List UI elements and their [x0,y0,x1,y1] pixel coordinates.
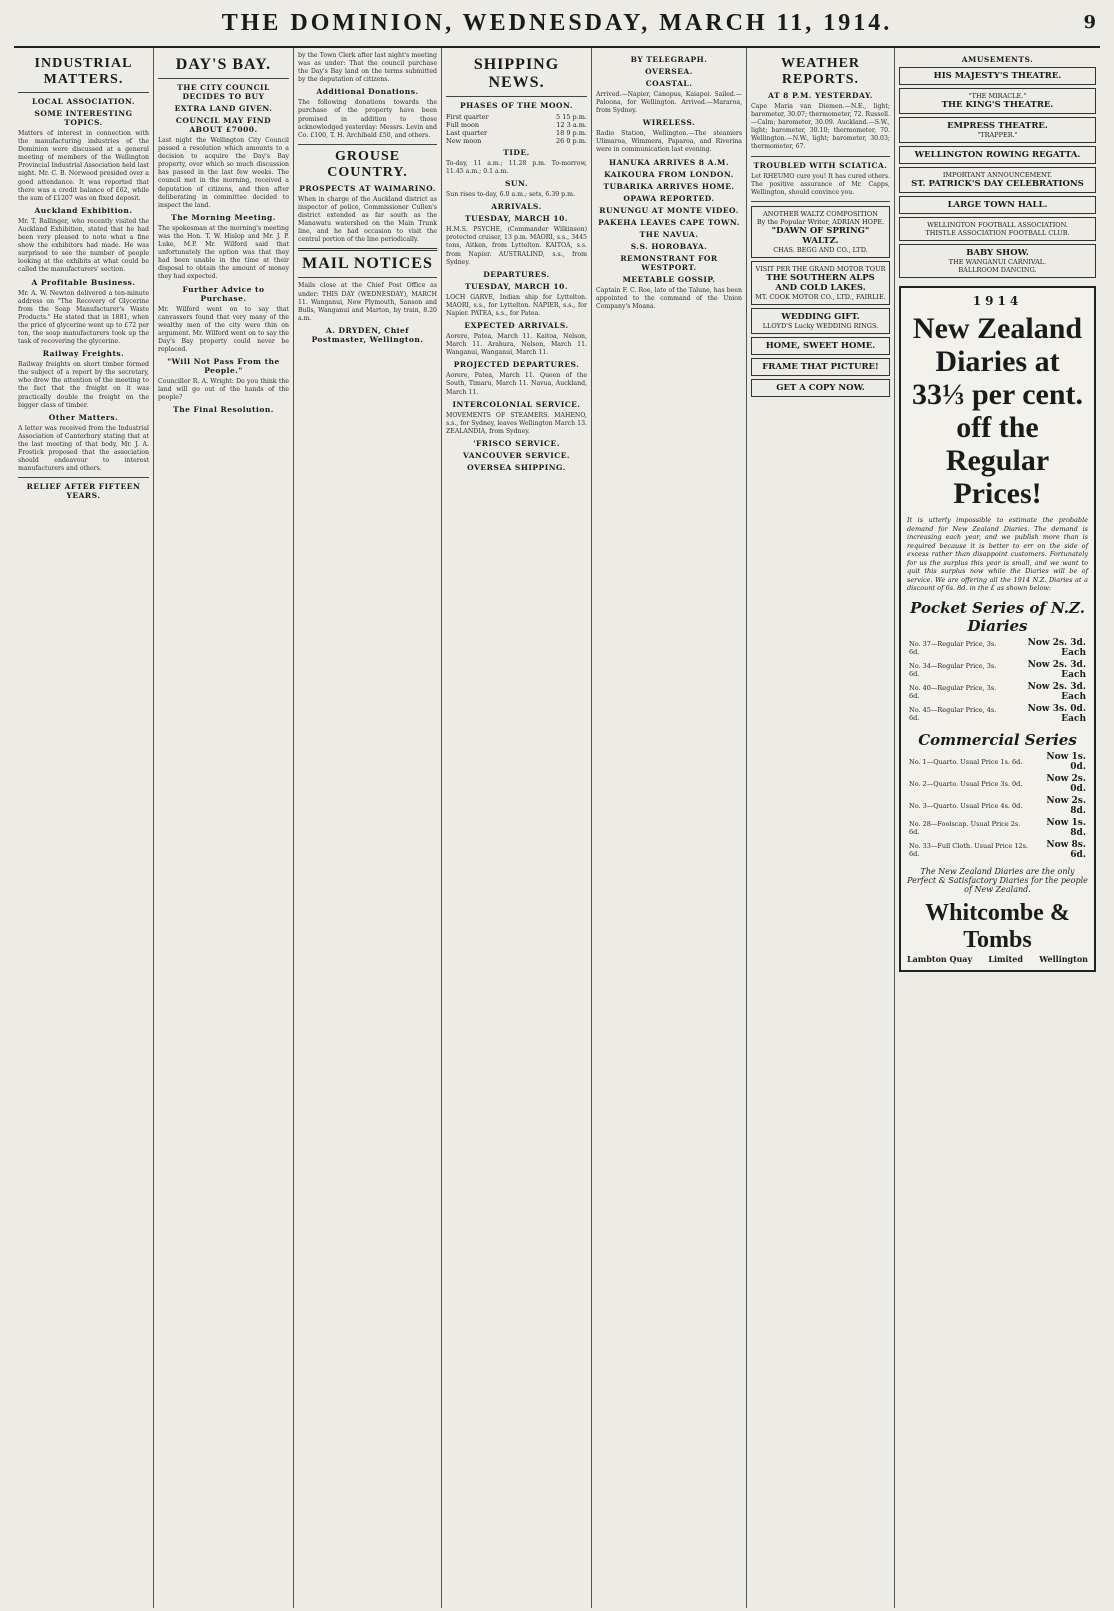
days-bay-body-3: Mr. Wilford went on to say that canvassers found that very many of the wealthy men of the city were thin on argument. Mr. Wilford went on to say the Day's Bay property could never be replaced. [158,305,289,353]
frame-ad [751,358,890,376]
industrial-body-4: Railway freights on short timber formed the subject of a report by the secretary, who drew the attention of the meeting to the fact that the freight on it was practically double the freight on the bigger class of timber. [18,361,149,409]
lloyd-rings: LLOYD'S Lucky WEDDING RINGS. [762,321,879,330]
commercial-series-table [907,751,1088,861]
thistle-title: THISTLE ASSOCIATION FOOTBALL CLUB. [925,229,1070,237]
empress-title: EMPRESS THEATRE. [947,121,1048,131]
oversea-subheading: OVERSEA. [645,67,693,76]
arrivals-date: TUESDAY, MARCH 10. [465,214,568,224]
baby-title: BABY SHOW. [966,248,1029,258]
baby-ad [899,244,1096,278]
phases-heading: PHASES OF THE MOON. [459,101,574,110]
column-amusements [895,48,1100,1608]
phase-row: Last quarter 18 9 p.m. [446,129,587,137]
wireless-heading: WIRELESS. [642,118,696,128]
table-row: No. 37—Regular Price, 3s. 6d. Now 2s. 3d. Each [909,637,1086,658]
industrial-heading: INDUSTRIAL MATTERS. [34,56,133,87]
tide-body: To-day, 11 a.m.; 11.28 p.m. To-morrow, 11.45 a.m.; 0.1 a.m. [446,160,587,176]
pocket-series-title: Pocket Series of N.Z. Diaries [910,598,1085,635]
table-row: No. 28—Foolscap. Usual Price 2s. 6d. Now 1s. 8d. [909,817,1086,838]
days-bay-subheading-3: COUNCIL MAY FIND ABOUT £7000. [175,116,272,134]
sun-body: Sun rises to-day, 6.0 a.m.; sets, 6.39 p.m. [446,191,575,199]
columns [14,48,1100,1608]
amusements-heading: AMUSEMENTS. [961,55,1034,64]
majesty-title: HIS MAJESTY'S THEATRE. [933,71,1062,81]
days-bay-section-2: The Morning Meeting. [171,212,276,222]
industrial-body-1: Matters of interest in connection with the manufacturing industries of the Dominion were discussed at a general meeting of members of the Wellington Provincial Industrial Association held last night. Mr. C. B. Norwood presided over a good attendance. It was reported that there was a credit balance of £62, while the sum of £1207 was on fixed deposit. [18,130,149,202]
expected-heading: EXPECTED ARRIVALS. [464,321,569,331]
phase-row: First quarter 5 15 p.m. [446,113,587,121]
phases-table [446,113,587,145]
column-council-mail [294,48,442,1608]
donations-heading: Additional Donations. [316,87,419,97]
kings-ad [899,88,1096,114]
football-ad [899,217,1096,241]
phase-row: Full moon 12 3 a.m. [446,121,587,129]
industrial-subheading: LOCAL ASSOCIATION. [32,97,135,106]
waltz-publisher: CHAS. BEGG AND CO., LTD. [773,245,868,254]
table-row: No. 3—Quarto. Usual Price 4s. 0d. Now 2s. 8d. [909,795,1086,816]
grouse-heading: GROUSE COUNTRY. [327,148,408,180]
coastal-heading: COASTAL. [645,79,693,88]
shipping-note: REMONSTRANT FOR WESTPORT. [620,253,718,272]
weather-subheading: AT 8 P.M. YESTERDAY. [768,91,873,100]
arrivals-heading: ARRIVALS. [491,202,542,212]
projected-body: Aorere, Patea, March 11. Queen of the South, Timaru, March 11. Navua, Auckland, March 11. [446,372,587,396]
weather-body: Cape Maria van Diemen.—N.E., light; barometer, 30.07; thermometer, 72. Russell.—Calm; barometer, 30.09. Auckland.—S.W., light; barometer, 30.10; thermometer, 70. Wellington.—N.W., light; barometer, 30.03; thermometer, 67. [751,103,890,151]
shipping-note: MEETABLE GOSSIP. [622,274,716,284]
table-row: No. 34—Regular Price, 3s. 6d. Now 2s. 3d. Each [909,659,1086,680]
mail-notices-heading: MAIL NOTICES [302,255,433,273]
majesty-ad [899,67,1096,85]
stpat-title: ST. PATRICK'S DAY CELEBRATIONS [911,179,1084,189]
empress-ad [899,117,1096,143]
brand-address [907,954,1088,964]
industrial-subheading-2: SOME INTERESTING TOPICS. [34,109,133,127]
days-bay-subheading-2: EXTRA LAND GIVEN. [174,104,273,113]
masthead-title: THE DOMINION, WEDNESDAY, MARCH 11, 1914. [221,9,893,36]
miracle-title: "THE MIRACLE." [968,92,1027,100]
page-number: 9 [1083,12,1096,33]
masthead [14,0,1100,48]
waltz-author: By the Popular Writer, ADRIAN HOPE. [756,217,885,226]
waltz-ad [751,206,890,258]
table-row: No. 2—Quarto. Usual Price 3s. 0d. Now 2s. 0d. [909,773,1086,794]
phase-row: New moon 26 0 p.m. [446,137,587,145]
council-body-0: by the Town Clerk after last night's meeting was as under: That the council purchase the Day's Bay land on the terms submitted by the deputation of citizens. [298,52,437,84]
column-weather-ads [747,48,895,1608]
industrial-body-3: Mr. A. W. Newton delivered a ten-minute address on "The Recovery of Glycerine from the Soap Manufacturer's Waste Products." He stated that in 1881, when the price of glycerine went up to £72 per ton, the soap manufacturers took up the task of recovering the glycerine. [18,289,149,346]
coastal-body: Arrived.—Napier, Canopus, Kaiapoi. Sailed.—Paloona, for Wellington. Arrived.—Mararoa, from Sydney. [596,91,742,115]
sun-heading: SUN. [505,179,528,189]
brand-street: Lambton Quay [907,953,973,964]
industrial-section-4: Railway Freights. [42,349,125,359]
table-row: No. 40—Regular Price, 3s. 6d. Now 2s. 3d. Each [909,681,1086,702]
telegraph-body: Captain F. C. Roe, late of the Talune, has been appointed to the command of the Union Company's Moana. [596,286,742,310]
diaries-body: It is utterly impossible to estimate the probable demand for New Zealand Diaries. The demand is increasing each year, and we publish more than is required because it is better to err on the side of excess rather than disappoint customers. Fortunately for us the surplus this year is small, and we want to quit this surplus now while the Diaries will be of service. We are offering all the 1914 N.Z. Diaries at a discount of 6s. 8d. in the £ as shown below: [907,516,1088,592]
arrivals-body: H.M.S. PSYCHE, (Commander Wilkinson) protected cruiser, 13 p.m. MAORI, s.s., 3445 tons, Aitken, from Lyttelton. KAITOA, s.s. from Napier. AUSTRALIND, s.s., from Sydney. [446,226,587,266]
important-title: IMPORTANT ANNOUNCEMENT. [942,171,1053,179]
frame-picture: FRAME THAT PICTURE! [762,361,879,372]
copy-ad [751,379,890,397]
wedding-gift: WEDDING GIFT. [781,311,860,322]
oversea-heading: OVERSEA SHIPPING. [467,462,566,472]
home-sweet-home: HOME, SWEET HOME. [765,340,876,351]
rowing-title: WELLINGTON ROWING REGATTA. [914,150,1081,160]
departures-body: LOCH GARVE, Indian ship for Lyttelton. MAORI, s.s., for Lyttelton. NAPIER, s.s., for Napier. PATEA, s.s., for Patea. [446,293,587,317]
sciatica-body: Let RHEUMO cure you! It has cured others. The positive assurance of Mr. Capps, Wellington, should convince you. [751,172,890,196]
visit-text: VISIT PER THE GRAND MOTOR TOUR [755,264,886,273]
get-copy: GET A COPY NOW. [776,382,865,393]
table-row: No. 45—Regular Price, 4s. 6d. Now 3s. 0d. Each [909,703,1086,724]
cook-motor-text: MT. COOK MOTOR CO., LTD., FAIRLIE. [755,292,886,301]
industrial-section-2: Auckland Exhibition. [34,205,133,215]
diaries-footer: The New Zealand Diaries are the only Perfect & Satisfactory Diaries for the people of New Zealand. [907,866,1088,894]
departures-heading: DEPARTURES. [483,269,550,279]
column-telegraph [592,48,747,1608]
industrial-body-2: Mr. T. Ballinger, who recently visited the Auckland Exhibition, stated that he had been very pleased to note what a fine show the exhibitors had made. He was surprised to see the number of people looking at the exhibits at what could be called the manufacturers' section. [18,217,149,274]
shipping-note: HANUKA ARRIVES 8 A.M. [609,157,729,167]
shipping-note: KAIKOURA FROM LONDON. [604,169,734,179]
shipping-heading: SHIPPING NEWS. [473,56,560,91]
mail-notices-body: Mails close at the Chief Post Office as under: THIS DAY (WEDNESDAY), MARCH 11. Wanganui, New Plymouth, Sanson and Bulls, Wanganui and Marton, by train, 8.20 a.m. [298,282,437,322]
carnival-title: THE WANGANUI CARNIVAL. [948,258,1047,266]
motor-tour-ad [751,261,890,305]
shipping-note: OPAWA REPORTED. [623,193,715,203]
table-row: No. 33—Full Cloth. Usual Price 12s. 6d. Now 8s. 6d. [909,839,1086,860]
diaries-advertisement [899,286,1096,972]
column-industrial [14,48,154,1608]
expected-body: Aorere, Patea, March 11. Kaitoa, Nelson, March 11. Arahura, Nelson, March 11. Wanganui, Wanganui, March 11. [446,333,587,357]
shipping-note: PAKEHA LEAVES CAPE TOWN. [598,217,740,227]
table-row: No. 1—Quarto. Usual Price 1s. 6d. Now 1s. 0d. [909,751,1086,772]
whitcombe-brand: Whitcombe & Tombs [925,899,1070,953]
relief-heading: RELIEF AFTER FIFTEEN YEARS. [26,482,141,501]
days-bay-section-3: Further Advice to Purchase. [182,284,265,303]
days-bay-subheading: THE CITY COUNCIL DECIDES TO BUY [177,83,270,101]
days-bay-heading: DAY'S BAY. [175,56,272,73]
ballroom-title: BALLROOM DANCING. [958,266,1037,274]
waltz-title: ANOTHER WALTZ COMPOSITION [763,209,878,218]
frisco-heading: 'FRISCO SERVICE. [473,438,560,448]
days-bay-section-5: The Final Resolution. [173,405,274,415]
grouse-subheading: PROSPECTS AT WAIMARINO. [299,183,436,193]
column-days-bay [154,48,294,1608]
days-bay-body-1: Last night the Wellington City Council passed a resolution which amounts to a decision to acquire the Day's Bay property, over which so much discussion has passed in the last few weeks. The council met in the morning, received a deputation of citizens, and then after deliberating in committee decided to inspect the land. [158,137,289,209]
wireless-body: Radio Station, Wellington.—The steamers Ulimaroa, Wimmera, Paparoa, and Riverina were in communication last evening. [596,130,742,154]
donations-body: The following donations towards the purchase of the property have been promised in addition to those acknowledged yesterday: Messrs. Levin and Co. £100, T. H. Archibald £50, and others. [298,99,437,139]
shipping-note: RUNUNGU AT MONTE VIDEO. [599,205,739,215]
intercolonial-heading: INTERCOLONIAL SERVICE. [452,399,581,409]
industrial-section-3: A Profitable Business. [31,277,136,287]
column-shipping [442,48,592,1608]
alps-text: THE SOUTHERN ALPS AND COLD LAKES. [766,272,875,293]
days-bay-section-4: "Will Not Pass From the People." [167,357,280,376]
football-title: WELLINGTON FOOTBALL ASSOCIATION. [927,221,1068,229]
home-ad [751,337,890,355]
brand-limited: Limited [988,953,1023,964]
telegraph-heading: BY TELEGRAPH. [630,55,708,64]
industrial-section-5: Other Matters. [48,412,119,422]
vancouver-heading: VANCOUVER SERVICE. [462,450,571,460]
waltz-name: "DAWN OF SPRING" WALTZ. [771,225,870,246]
wedding-ad [751,308,890,334]
industrial-body-5: A letter was received from the Industrial Association of Canterbury stating that at the last meeting of that body, Mr. J. A. Frostick proposed that the association should endeavour to interest manufacturers and others. [18,424,149,473]
rowing-ad [899,146,1096,164]
departures-date: TUESDAY, MARCH 10. [465,281,568,291]
townhall-title: LARGE TOWN HALL. [947,200,1048,210]
diaries-year: 1914 [972,294,1023,308]
trapper-title: "TRAPPER." [977,131,1018,139]
pocket-series-table [907,637,1088,725]
projected-heading: PROJECTED DEPARTURES. [453,360,580,370]
important-ad [899,167,1096,193]
days-bay-body-4: Councillor R. A. Wright: Do you think the land will go out of the hands of the people? [158,378,289,402]
postmaster-sign: A. DRYDEN, Chief Postmaster, Wellington. [311,325,424,344]
shipping-note: TUBARIKA ARRIVES HOME. [603,181,735,191]
shipping-note: S.S. HOROBAYA. [630,241,708,251]
kings-title: THE KING'S THEATRE. [941,100,1054,110]
diaries-headline: New Zealand Diaries at 33⅓ per cent. off the Regular Prices! [911,312,1084,510]
weather-heading: WEATHER REPORTS. [780,56,861,87]
days-bay-body-2: The spokesman at the morning's meeting was the Hon. T. W. Hislop and Mr. J. P. Luke, M.P. Mr. Wilford said that unfortunately the option was that they had been unable in the time at their disposal to obtain the amount of money they had expected. [158,224,289,281]
intercolonial-body: MOVEMENTS OF STEAMERS. MAHENO, s.s., for Sydney, leaves Wellington March 13. ZEALANDIA, from Sydney. [446,411,587,435]
tide-heading: TIDE. [503,148,530,157]
brand-city: Wellington [1039,953,1088,964]
shipping-note: THE NAVUA. [639,229,699,239]
townhall-ad [899,196,1096,214]
sciatica-heading: TROUBLED WITH SCIATICA. [753,160,888,170]
commercial-series-title: Commercial Series [918,730,1077,749]
grouse-body: When in charge of the Auckland district as inspector of police, Commissioner Cullen's district extended as far south as the Manawatu watershed on the Main Trunk line, and he had occasion to visit the central portion of the line periodically. [298,195,437,244]
